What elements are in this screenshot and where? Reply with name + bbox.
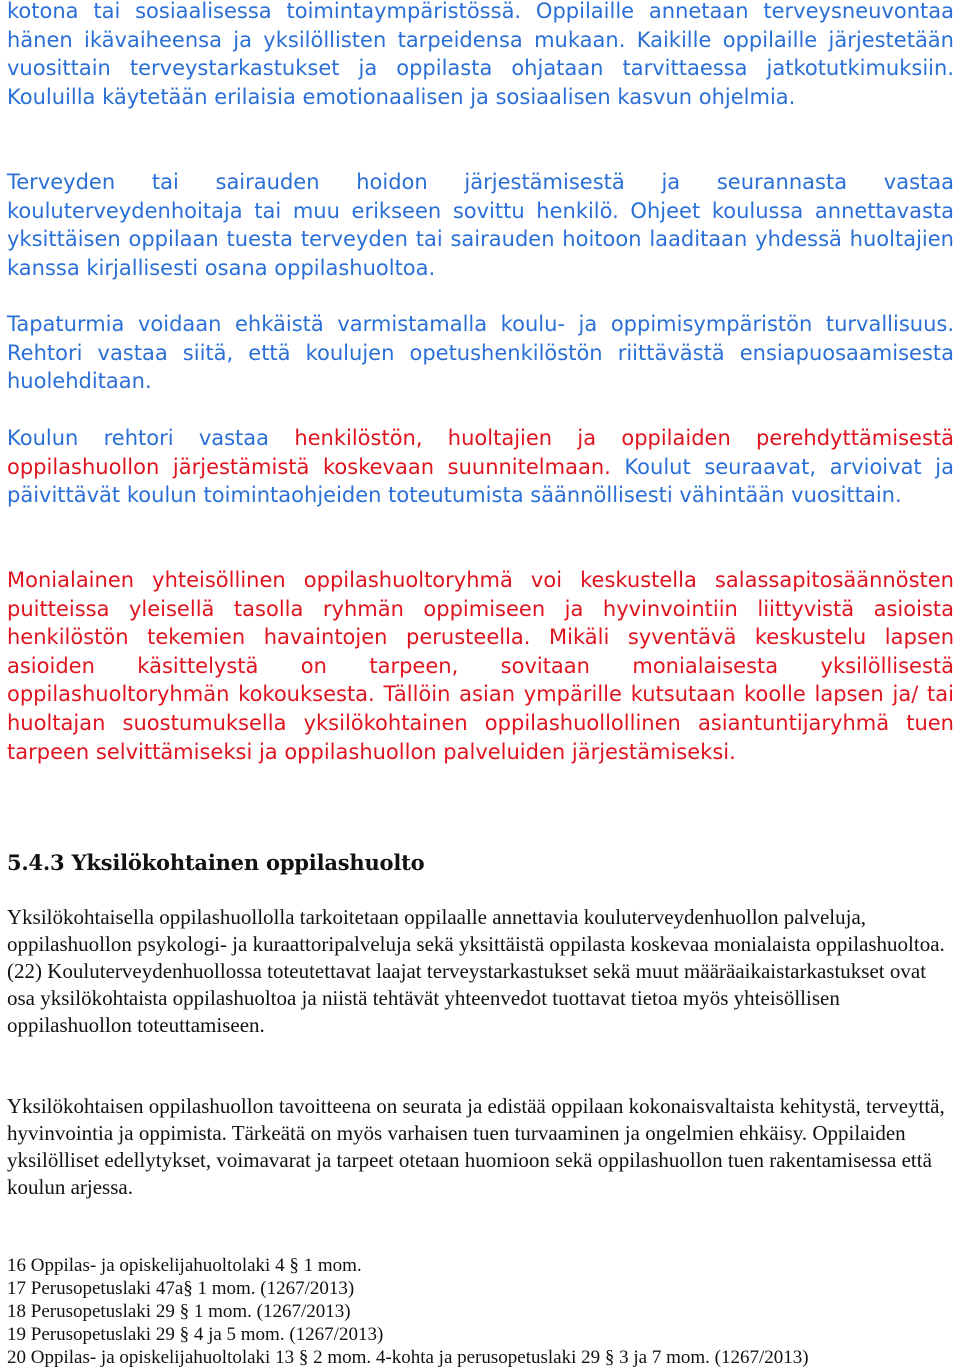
footnotes-list [7, 1254, 954, 1369]
paragraph-care-arrangement [7, 168, 954, 282]
footnote: 20 Oppilas- ja opiskelijahuoltolaki 13 § 2 mom. 4-kohta ja perusopetuslaki 29 § 3 ja 7 mom. (1267/2013) [7, 1347, 809, 1368]
paragraph-text: Terveyden tai sairauden hoidon järjestämisestä ja seurannasta vastaa kouluterveydenhoitaja tai muu erikseen sovittu henkilö. Ohjeet koulussa annettavasta yksittäisen oppilaan tuesta terveyden tai sairauden hoitoon laaditaan yhdessä huoltajien kanssa kirjallisesti osana oppilashuoltoa. [7, 170, 954, 280]
paragraph-principal-responsibility [7, 424, 954, 510]
section-heading: 5.4.3 Yksilökohtainen oppilashuolto [7, 850, 425, 875]
section-paragraph: Yksilökohtaisella oppilashuollolla tarkoitetaan oppilaalle annettavia kouluterveydenhuollon palveluja, oppilashuollon psykologi- ja kuraattoripalveluja sekä yksittäistä oppilasta koskevaa monialaista oppilashuoltoa.(22) Kouluterveydenhuollossa toteutettavat laajat terveystarkastukset sekä muut määräaikaistarkastukset ovat osa yksilökohtaista oppilashuoltoa ja niistä tehtävät yhteenvedot tuottavat tietoa myös yhteisöllisen oppilashuollon toteuttamiseen. [7, 905, 945, 1037]
paragraph-text: Tapaturmia voidaan ehkäistä varmistamalla koulu- ja oppimisympäristön turvallisuus. Rehtori vastaa siitä, että koulujen opetushenkilöstön riittävästä ensiapuosaamisesta huolehditaan. [7, 312, 954, 394]
paragraph-accident-prevention [7, 310, 954, 396]
footnote: 17 Perusopetuslaki 47a§ 1 mom. (1267/2013) [7, 1278, 355, 1299]
section-paragraph: Yksilökohtaisen oppilashuollon tavoitteena on seurata ja edistää oppilaan kokonaisvaltaista kehitystä, terveyttä, hyvinvointia ja oppimista. Tärkeätä on myös varhaisen tuen turvaaminen ja ongelmien ehkäisy. Oppilaiden yksilölliset edellytykset, voimavarat ja tarpeet otetaan huomioon sekä oppilashuollon tuen rakentamisessa että koulun arjessa. [7, 1094, 945, 1199]
footnote: 19 Perusopetuslaki 29 § 4 ja 5 mom. (1267/2013) [7, 1324, 384, 1345]
footnote: 18 Perusopetuslaki 29 § 1 mom. (1267/2013) [7, 1301, 351, 1322]
paragraph-text-highlight: Monialainen yhteisöllinen oppilashuoltoryhmä voi keskustella salassapitosäännösten puitteissa yleisellä tasolla ryhmän oppimiseen ja hyvinvointiin liittyvistä asioista henkilöstön tekemien havaintojen perusteella. Mikäli syventävä keskustelu lapsen asioiden käsittelystä on tarpeen, sovitaan monialaisesta yksilöllisestä oppilashuoltoryhmän kokouksesta. Tällöin asian ympärille kutsutaan koolle lapsen ja/ tai huoltajan suostumuksella yksilökohtainen oppilashuollollinen asiantuntijaryhmä tuen tarpeen selvittämiseksi ja oppilashuollon palveluiden järjestämiseksi. [7, 568, 954, 764]
paragraph-text: kotona tai sosiaalisessa toimintaympäristössä. Oppilaille annetaan terveysneuvontaa hänen ikävaiheensa ja yksilöllisten tarpeidensa mukaan. Kaikille oppilaille järjestetään vuosittain terveystarkastukset ja oppilasta ohjataan tarvittaessa jatkotutkimuksiin. Kouluilla käytetään erilaisia emotionaalisen ja sosiaalisen kasvun ohjelmia. [7, 0, 954, 109]
paragraph-text-highlight: henkilöstön, huoltajien ja oppilaiden perehdyttämisestä oppilashuollon järjestämistä koskevaan suunnitelmaan. [7, 426, 954, 479]
paragraph-text-segment: Koulun rehtori vastaa [7, 426, 295, 450]
paragraph-text-segment: Koulut seuraavat, arvioivat ja päivittävät koulun toimintaohjeiden toteutumista säännöllisesti vähintään vuosittain. [7, 454, 954, 508]
paragraph-multidisciplinary-group [7, 566, 954, 766]
footnote: 16 Oppilas- ja opiskelijahuoltolaki 4 § 1 mom. [7, 1255, 362, 1276]
paragraph-health-counseling [7, 0, 954, 111]
